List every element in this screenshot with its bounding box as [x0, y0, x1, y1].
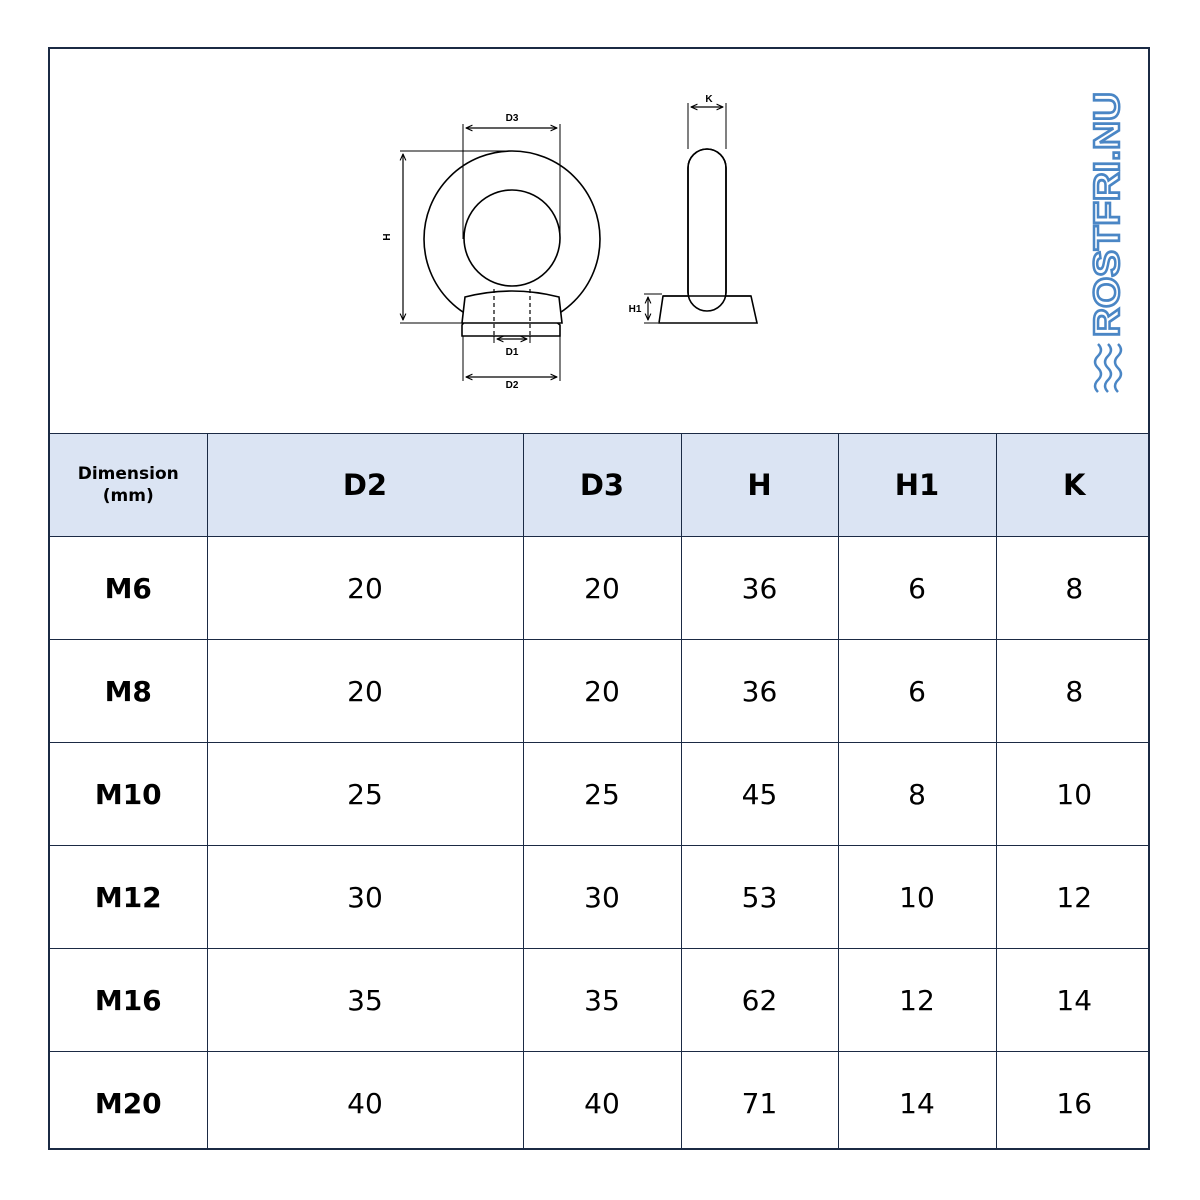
row-size: M16	[50, 949, 207, 1052]
cell-k: 8	[996, 640, 1150, 743]
cell-h1: 6	[838, 640, 996, 743]
label-k: K	[705, 94, 713, 105]
row-size: M6	[50, 537, 207, 640]
logo-text: ROSTFRI.NU	[1086, 117, 1127, 337]
table-row	[50, 640, 1150, 743]
cell-d3: 40	[523, 1052, 681, 1151]
row-size: M8	[50, 640, 207, 743]
cell-d3: 25	[523, 743, 681, 846]
cell-d3: 20	[523, 537, 681, 640]
cell-k: 16	[996, 1052, 1150, 1151]
cell-d2: 20	[207, 640, 523, 743]
cell-h: 45	[681, 743, 838, 846]
header-dimension-unit: (mm)	[102, 486, 154, 506]
wave-icon	[1095, 344, 1121, 392]
header-dimension	[50, 434, 207, 537]
cell-d2: 25	[207, 743, 523, 846]
cell-h1: 10	[838, 846, 996, 949]
technical-drawing	[50, 49, 1150, 433]
dimension-table	[50, 433, 1150, 1150]
header-d2: D2	[207, 434, 523, 537]
label-d3: D3	[505, 113, 519, 124]
table-row	[50, 743, 1150, 846]
cell-k: 8	[996, 537, 1150, 640]
cell-k: 10	[996, 743, 1150, 846]
cell-k: 12	[996, 846, 1150, 949]
label-h: H	[382, 233, 393, 241]
table-row	[50, 1052, 1150, 1151]
header-h: H	[681, 434, 838, 537]
header-dimension-label: Dimension	[77, 464, 179, 484]
cell-d2: 30	[207, 846, 523, 949]
table-row	[50, 949, 1150, 1052]
cell-h: 71	[681, 1052, 838, 1151]
cell-d2: 40	[207, 1052, 523, 1151]
spec-sheet	[48, 47, 1150, 1150]
rostfri-logo	[50, 49, 1150, 433]
cell-d3: 20	[523, 640, 681, 743]
cell-h: 36	[681, 537, 838, 640]
header-k: K	[996, 434, 1150, 537]
label-h1: H1	[628, 304, 642, 315]
cell-h1: 8	[838, 743, 996, 846]
label-d1: D1	[505, 347, 519, 358]
cell-k: 14	[996, 949, 1150, 1052]
cell-h: 36	[681, 640, 838, 743]
cell-d3: 35	[523, 949, 681, 1052]
table-row	[50, 537, 1150, 640]
row-size: M12	[50, 846, 207, 949]
header-h1: H1	[838, 434, 996, 537]
table-header-row	[50, 434, 1150, 537]
cell-h1: 6	[838, 537, 996, 640]
cell-h1: 14	[838, 1052, 996, 1151]
row-size: M20	[50, 1052, 207, 1151]
cell-h: 53	[681, 846, 838, 949]
cell-d2: 20	[207, 537, 523, 640]
cell-h1: 12	[838, 949, 996, 1052]
cell-d3: 30	[523, 846, 681, 949]
row-size: M10	[50, 743, 207, 846]
label-d2: D2	[505, 380, 519, 391]
table-row	[50, 846, 1150, 949]
cell-d2: 35	[207, 949, 523, 1052]
header-d3: D3	[523, 434, 681, 537]
cell-h: 62	[681, 949, 838, 1052]
